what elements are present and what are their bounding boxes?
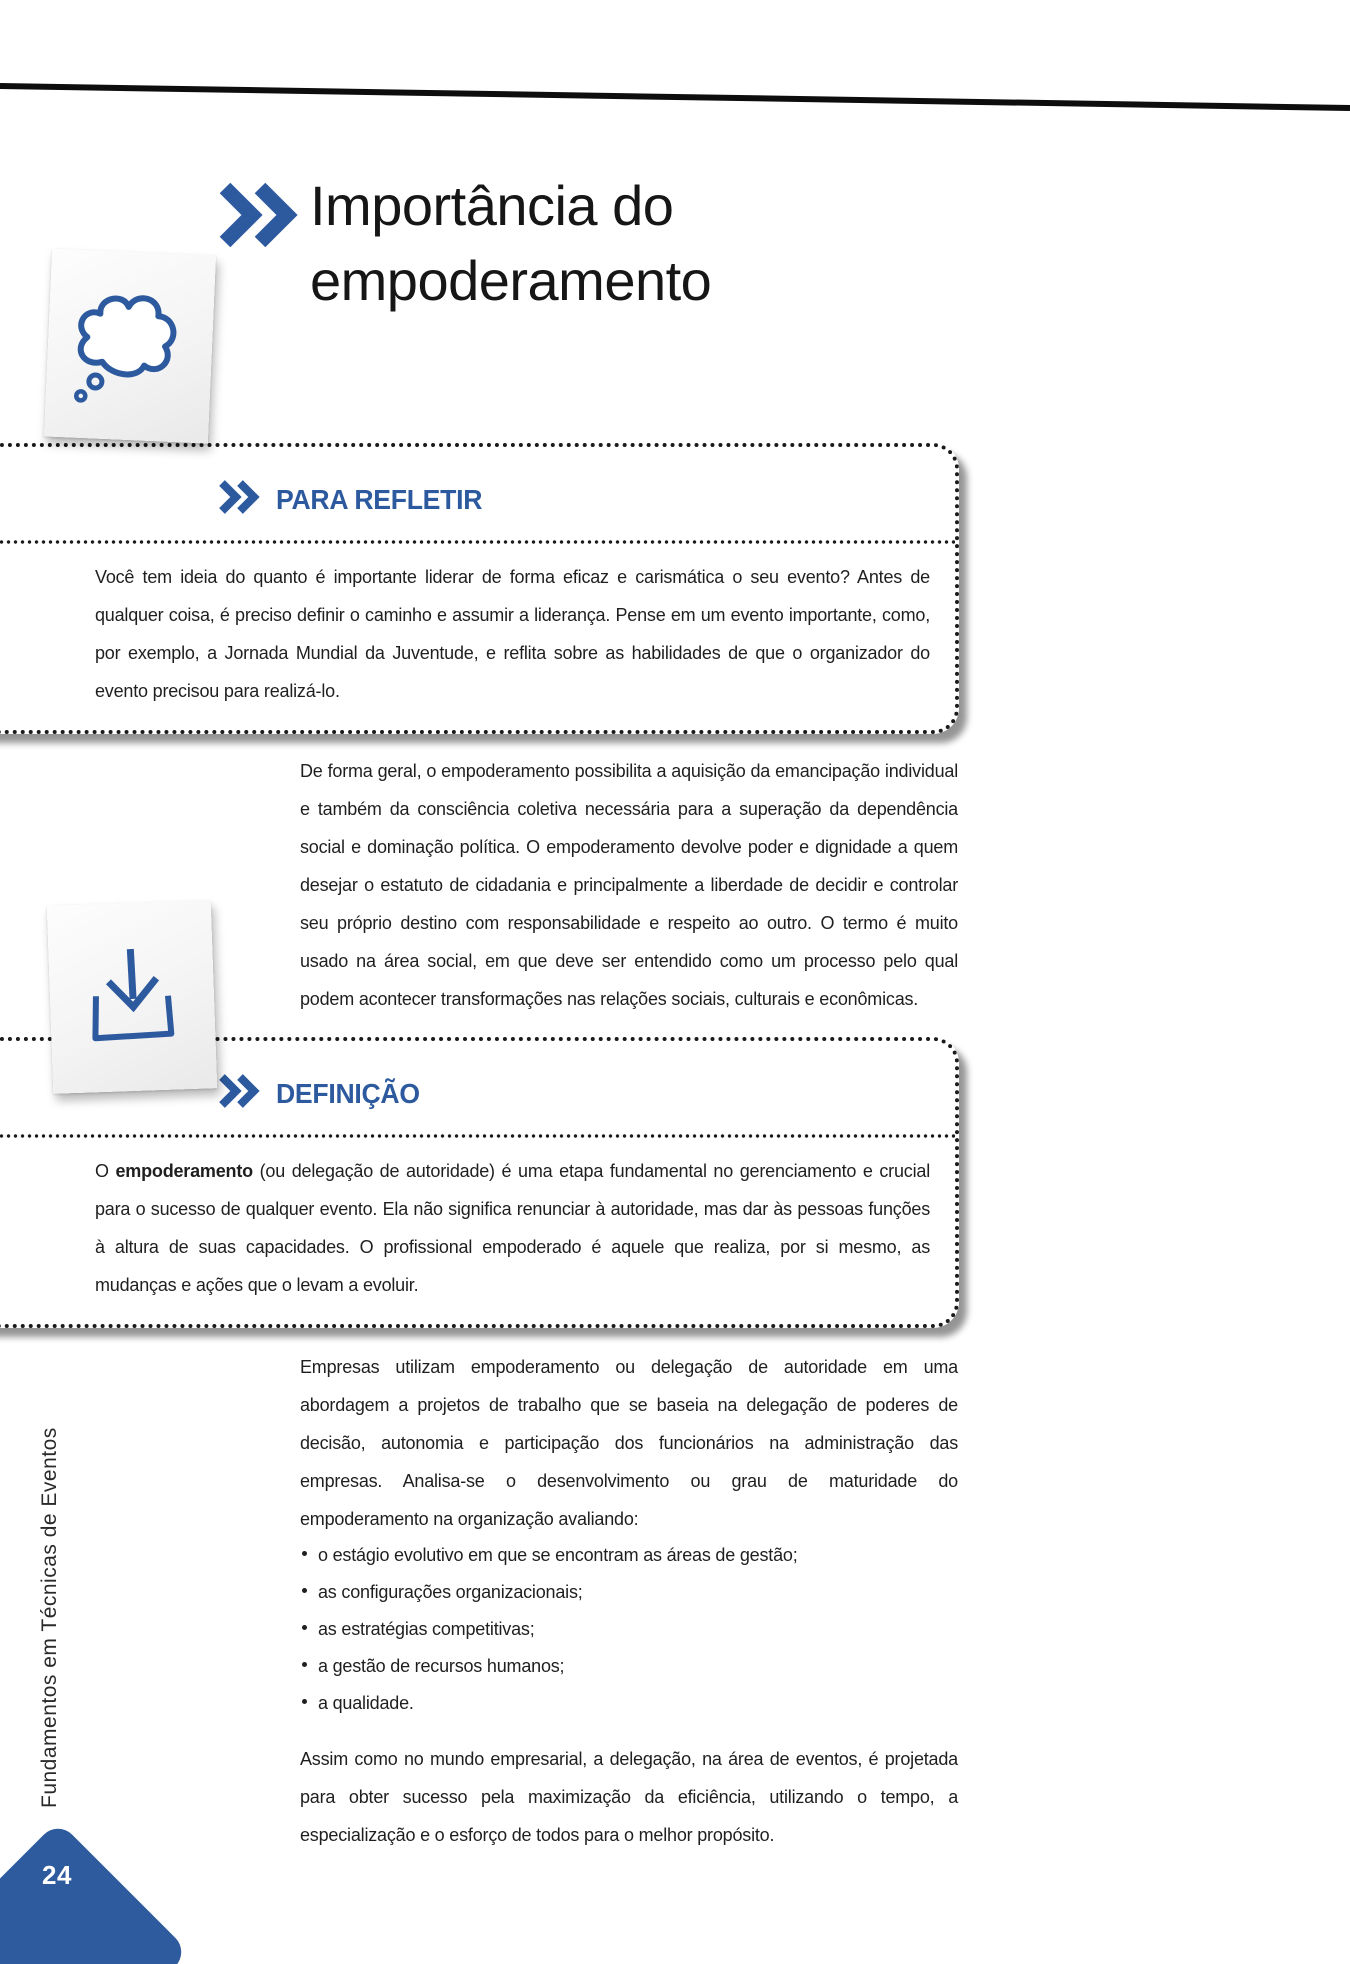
reflect-box-header (0, 447, 955, 540)
list-item-text: as estratégias competitivas; (318, 1619, 535, 1639)
bullet-dot (302, 1625, 307, 1630)
definition-box-label: DEFINIÇÃO (276, 1077, 420, 1109)
list-item (302, 1611, 798, 1648)
chevron-right-icon (218, 479, 260, 520)
list-item (302, 1685, 798, 1722)
bullet-dot (302, 1588, 307, 1593)
reflect-box (0, 443, 959, 734)
definition-body-rest: (ou delegação de autoridade) é uma etapa fundamental no gerenciamento e crucial para o sucesso de qualquer evento. Ela não significa renunciar à autoridade, mas dar às pessoas funções à altura de suas capacidades. O profissional empoderado é aquele que realiza, por si mesmo, as mudanças e ações que o levam a evoluir. (95, 1161, 931, 1295)
sidebar-vertical-label: Fundamentos em Técnicas de Eventos (38, 1427, 61, 1808)
list-item (302, 1648, 798, 1685)
bullet-dot (302, 1551, 307, 1556)
chapter-title-block (218, 168, 800, 318)
evaluation-list (302, 1537, 798, 1722)
paragraph-general: De forma geral, o empoderamento possibilita a aquisição da emancipação individual e também da consciência coletiva necessária para a superação da dependência social e dominação política. O empoderamento devolve poder e dignidade a quem desejar o estatuto de cidadania e principalmente a liberdade de decidir e controlar seu próprio destino com responsabilidade e respeito ao outro. O termo é muito usado na área social, em que deve ser entendido como um processo pelo qual podem acontecer transformações nas relações sociais, culturais e econômicas. (300, 761, 958, 1009)
download-arrow-icon (74, 941, 190, 1054)
page-number-diamond (0, 1820, 190, 1964)
definition-bold-term: empoderamento (115, 1161, 253, 1181)
list-item-text: a qualidade. (318, 1693, 414, 1713)
reflect-box-body: Você tem ideia do quanto é importante liderar de forma eficaz e carismática o seu evento? Antes de qualquer coisa, é preciso definir o caminho e assumir a liderança. Pense em um evento importante, como, por exemplo, a Jornada Mundial da Juventude, e reflita sobre as habilidades de que o organizador do evento precisou para realizá-lo. (95, 567, 930, 701)
list-item-text: o estágio evolutivo em que se encontram as áreas de gestão; (318, 1545, 798, 1565)
paragraph-companies: Empresas utilizam empoderamento ou delegação de autoridade em uma abordagem a projetos de trabalho que se baseia na delegação de poderes de decisão, autonomia e participação dos funcionários na administração das empresas. Analisa-se o desenvolvimento ou grau de maturidade do empoderamento na organização avaliando: (300, 1357, 958, 1529)
thought-cloud-icon (66, 274, 194, 418)
paragraph-closing: Assim como no mundo empresarial, a delegação, na área de eventos, é projetada para obter sucesso pela maximização da eficiência, utilizando o tempo, a especialização e o esforço de todos para o melhor propósito. (300, 1749, 958, 1845)
page-number: 24 (42, 1860, 72, 1890)
list-item-text: as configurações organizacionais; (318, 1582, 583, 1602)
sticky-note-thought (44, 249, 216, 444)
top-edge-line (0, 0, 1350, 130)
double-chevron-right-icon (218, 182, 298, 318)
list-item (302, 1537, 798, 1574)
bullet-dot (302, 1662, 307, 1667)
page-title: Importância do empoderamento (310, 174, 712, 312)
sticky-note-download (47, 900, 217, 1094)
chevron-right-icon (218, 1073, 260, 1114)
list-item-text: a gestão de recursos humanos; (318, 1656, 565, 1676)
bullet-dot (302, 1699, 307, 1704)
reflect-box-label: PARA REFLETIR (276, 483, 483, 515)
list-item (302, 1574, 798, 1611)
definition-body-prefix: O (95, 1161, 116, 1181)
definition-box-body (0, 1138, 955, 1324)
